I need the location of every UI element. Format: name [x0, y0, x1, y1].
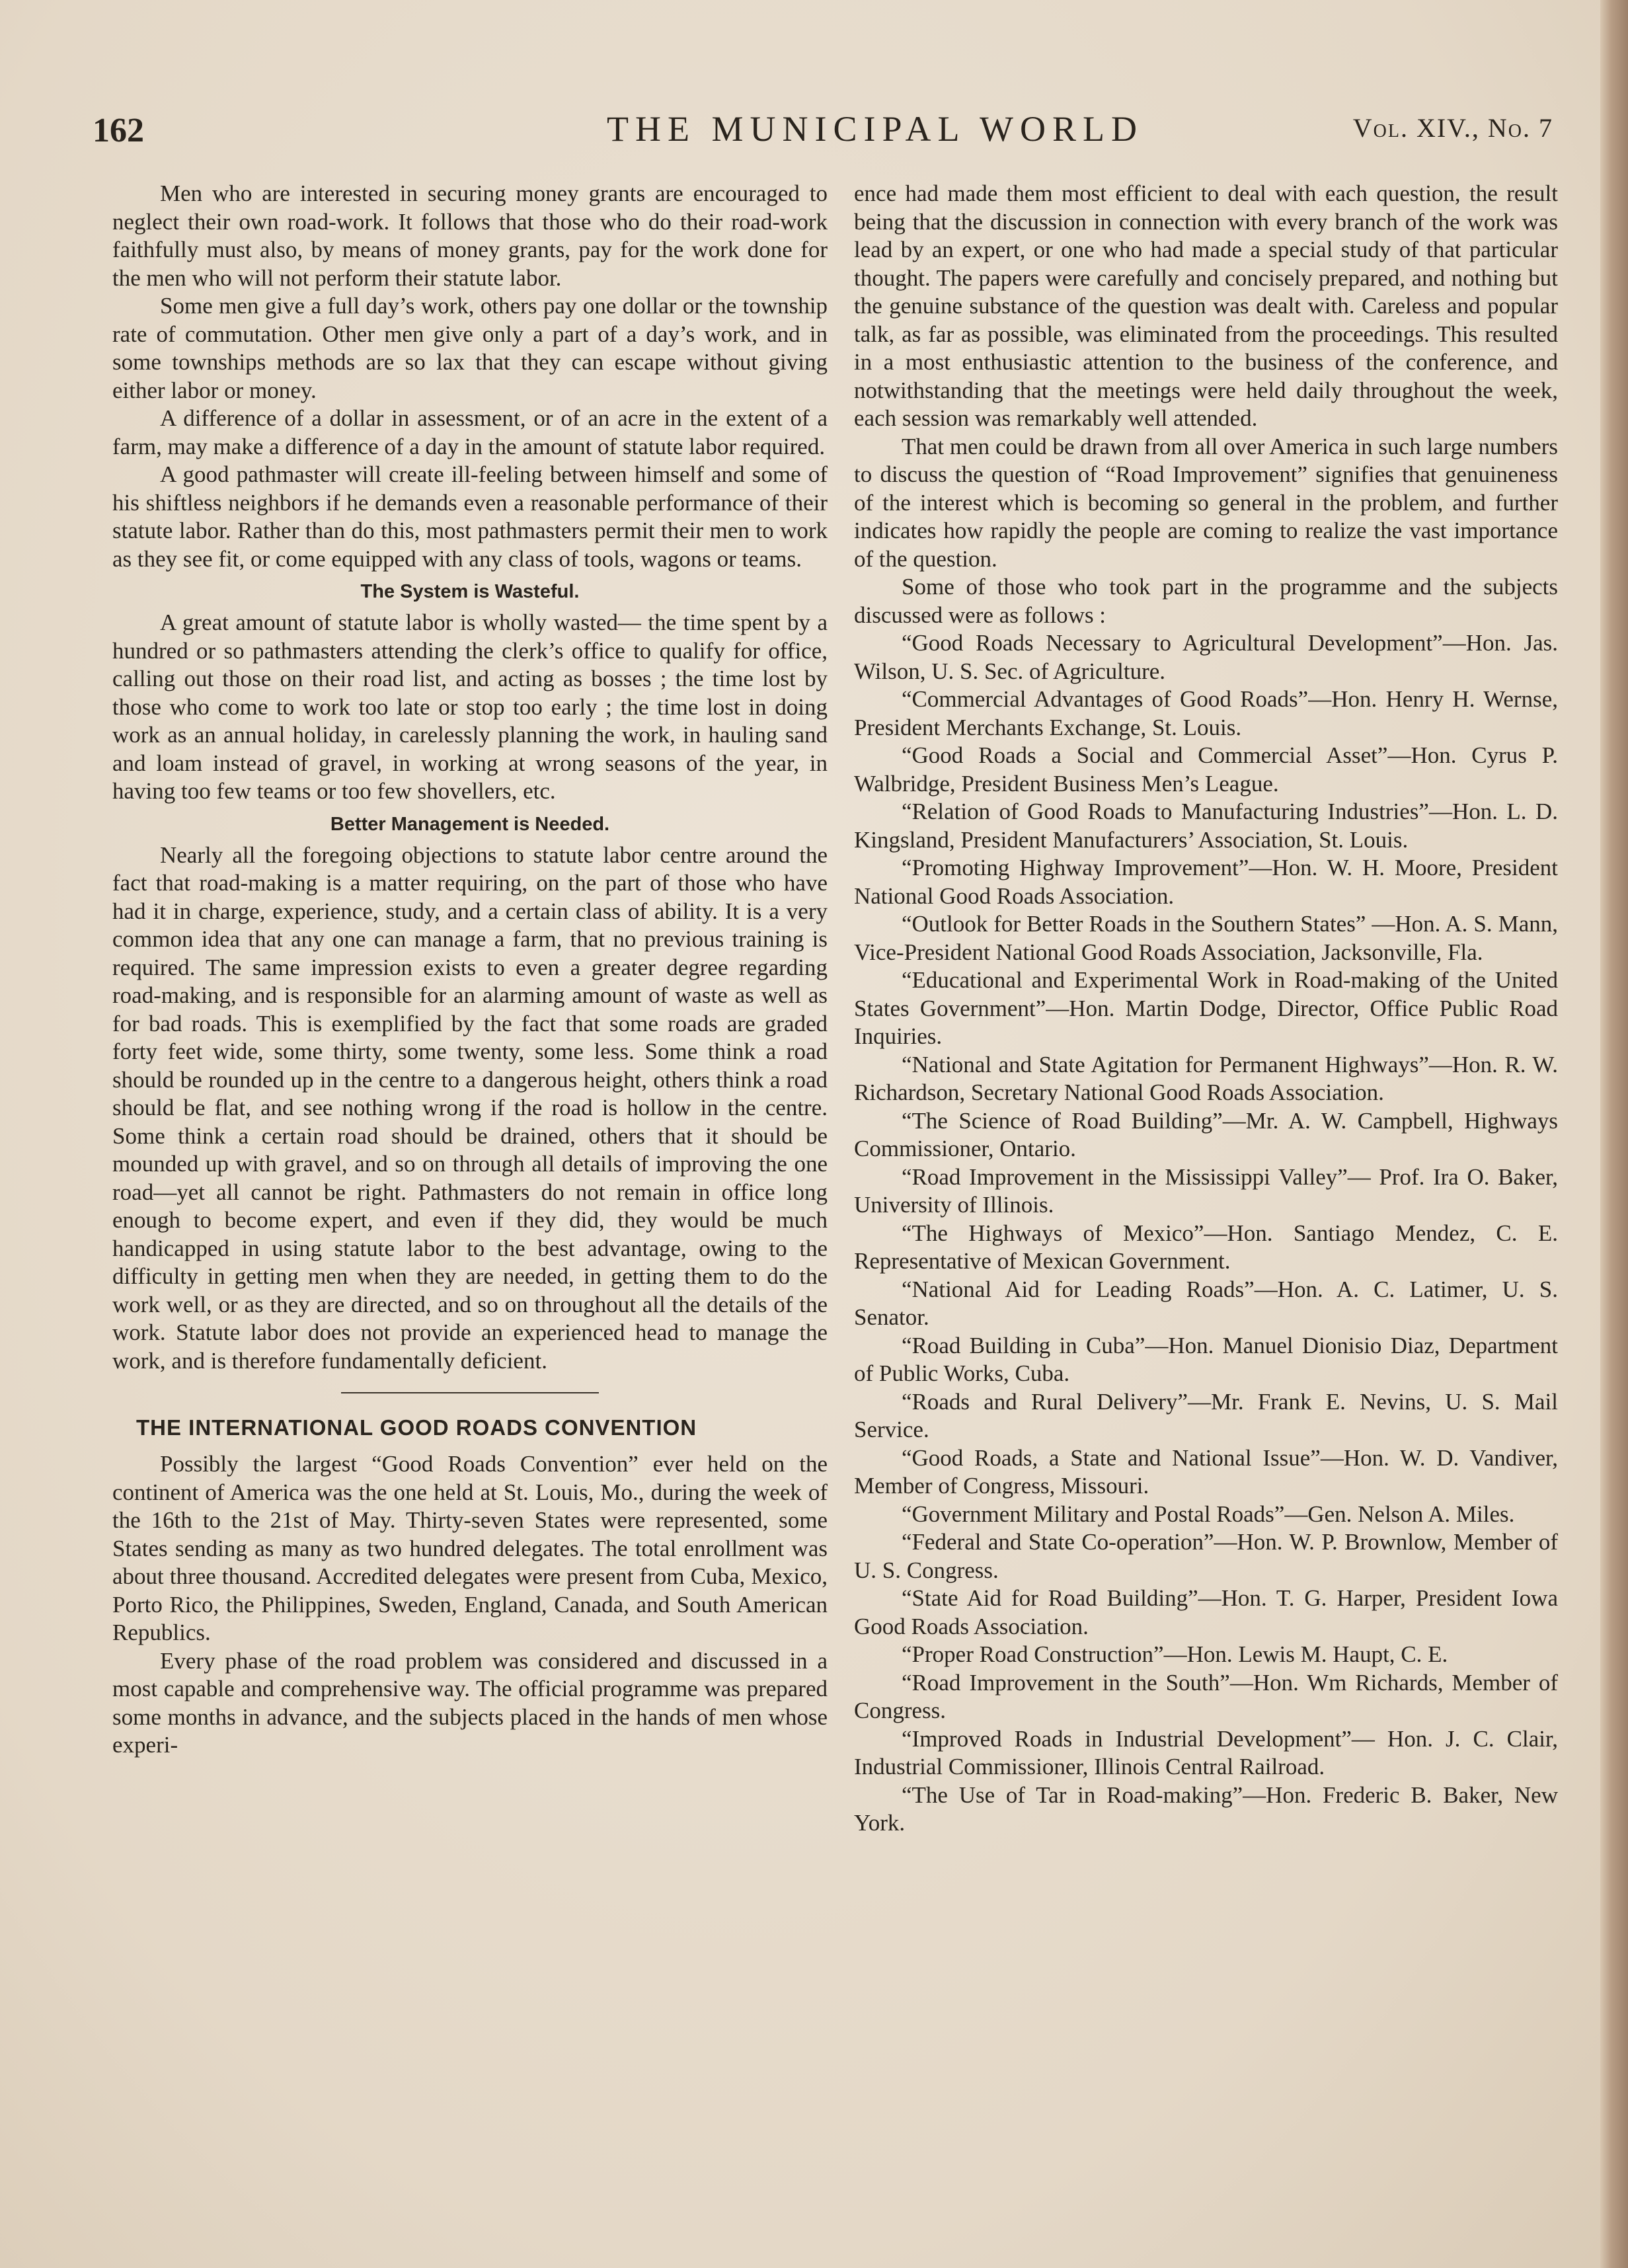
page-header — [93, 104, 1553, 157]
paragraph: Nearly all the foregoing objections to statute labor centre around the fact that road-making is a matter requiring, on the part of those who have had it in charge, experience, study, and a certain class of ability. It is a very common idea that any one can manage a farm, that no previous training is required. The same impression exists to even a greater degree regarding road-making, and is responsible for an alarming amount of waste as well as for bad roads. This is exemplified by the fact that some roads are graded forty feet wide, some thirty, some twenty, some less. Some think a road should be rounded up in the centre to a dangerous height, others think a road should be flat, and see nothing wrong if the road is hollow in the centre. Some think a certain road should be drained, others that it should be mounded up with gravel, and so on through all details of improving the one road—yet all cannot be right. Pathmasters do not remain in office long enough to become expert, and even if they did, they would be much handicapped in using statute labor to the best advantage, owing to the difficulty in getting men when they are needed, in getting them to do the work well, or as they are directed, and so on throughout all the details of the work. Statute labor does not provide an experienced head to manage the work, and is therefore fundamentally deficient. — [112, 841, 828, 1374]
section-heading-management: Better Management is Needed. — [330, 813, 610, 835]
paragraph: Men who are interested in securing money grants are encouraged to neglect their own road-work. It follows that those who do their road-work faithfully must also, by means of money grants, pay for the work done for the men who will not perform their statute labor. — [112, 180, 828, 291]
programme-item: “Improved Roads in Industrial Development”— Hon. J. C. Clair, Industrial Commissioner, Illinois Central Railroad. — [854, 1725, 1558, 1779]
paragraph: That men could be drawn from all over America in such large numbers to discuss the question of “Road Improvement” signifies that genuineness of the interest which is becoming so general in the problem, and further indicates how rapidly the people are coming to realize the vast importance of the question. — [854, 433, 1558, 572]
programme-item: “National and State Agitation for Permanent Highways”—Hon. R. W. Richardson, Secretary National Good Roads Association. — [854, 1051, 1558, 1105]
programme-item: “Outlook for Better Roads in the Southern States” —Hon. A. S. Mann, Vice-President National Good Roads Association, Jacksonville, Fla. — [854, 911, 1558, 965]
section-heading-wasteful: The System is Wasteful. — [360, 581, 580, 602]
programme-item: “Commercial Advantages of Good Roads”—Hon. Henry H. Wernse, President Merchants Exchange, St. Louis. — [854, 686, 1558, 740]
programme-item: “Good Roads a Social and Commercial Asset”—Hon. Cyrus P. Walbridge, President Business Men’s League. — [854, 742, 1558, 797]
paragraph: A great amount of statute labor is wholly wasted— the time spent by a hundred or so pathmasters attending the clerk’s office to qualify for office, calling out those on their road list, and acting as bosses ; the time lost by those who come to work too late or stop too early ; the time lost in doing work as an annual holiday, in carelessly planning the work, in hauling sand and loam instead of gravel, in working at wrong seasons of the year, in having too few teams or too few shovellers, etc. — [112, 609, 828, 804]
programme-item: “Roads and Rural Delivery”—Mr. Frank E. Nevins, U. S. Mail Service. — [854, 1388, 1558, 1442]
binding-edge — [1600, 0, 1628, 2268]
programme-item: “National Aid for Leading Roads”—Hon. A. C. Latimer, U. S. Senator. — [854, 1276, 1558, 1330]
programme-item: “Good Roads Necessary to Agricultural Development”—Hon. Jas. Wilson, U. S. Sec. of Agriculture. — [854, 630, 1558, 684]
programme-item: “Relation of Good Roads to Manufacturing Industries”—Hon. L. D. Kingsland, President Manufacturers’ Association, St. Louis. — [854, 799, 1558, 853]
paragraph: ence had made them most efficient to deal with each question, the result being that the discussion in connection with every branch of the work was lead by an expert, or one who had made a special study of that particular thought. The papers were carefully and concisely prepared, and nothing but the genuine substance of the question was dealt with. Careless and popular talk, as far as possible, was eliminated from the proceedings. This resulted in a most enthusiastic attention to the business of the conference, and notwithstanding that the meetings were held daily throughout the week, each session was remarkably well attended. — [854, 180, 1558, 431]
paragraph: Some of those who took part in the programme and the subjects discussed were as follows : — [854, 574, 1558, 628]
programme-item: “Government Military and Postal Roads”—Gen. Nelson A. Miles. — [902, 1501, 1515, 1527]
right-column — [854, 180, 1558, 1838]
paragraph: Some men give a full day’s work, others pay one dollar or the township rate of commutation. Other men give only a part of a day’s work, and in some townships methods are so lax that they can escape without giving either labor or money. — [112, 293, 828, 403]
programme-item: “Federal and State Co-operation”—Hon. W. P. Brownlow, Member of U. S. Congress. — [854, 1529, 1558, 1583]
programme-item: “State Aid for Road Building”—Hon. T. G. Harper, President Iowa Good Roads Association. — [854, 1585, 1558, 1639]
programme-item: “Road Building in Cuba”—Hon. Manuel Dionisio Diaz, Department of Public Works, Cuba. — [854, 1332, 1558, 1386]
left-column — [112, 180, 828, 1760]
paragraph: Every phase of the road problem was considered and discussed in a most capable and comprehensive way. The official programme was prepared some months in advance, and the subjects placed in the hands of men whose experi- — [112, 1647, 828, 1758]
article-heading-convention: THE INTERNATIONAL GOOD ROADS CONVENTION — [136, 1415, 697, 1440]
programme-item: “Good Roads, a State and National Issue”—Hon. W. D. Vandiver, Member of Congress, Missouri. — [854, 1444, 1558, 1499]
programme-item: “The Use of Tar in Road-making”—Hon. Frederic B. Baker, New York. — [854, 1781, 1558, 1836]
paragraph: Possibly the largest “Good Roads Convention” ever held on the continent of America was the one held at St. Louis, Mo., during the week of the 16th to the 21st of May. Thirty-seven States were represented, some States sending as many as two hundred delegates. The total enrollment was about three thousand. Accredited delegates were present from Cuba, Mexico, Porto Rico, the Philippines, Sweden, England, Canada, and South American Republics. — [112, 1451, 828, 1645]
journal-title: THE MUNICIPAL WORLD — [607, 109, 1144, 149]
section-divider — [341, 1392, 599, 1393]
programme-item: “Proper Road Construction”—Hon. Lewis M. Haupt, C. E. — [902, 1641, 1448, 1667]
programme-item: “Road Improvement in the Mississippi Valley”— Prof. Ira O. Baker, University of Illinois. — [854, 1163, 1558, 1218]
paragraph: A difference of a dollar in assessment, or of an acre in the extent of a farm, may make a difference of a day in the amount of statute labor required. — [112, 405, 828, 459]
programme-item: “Promoting Highway Improvement”—Hon. W. H. Moore, President National Good Roads Association. — [854, 855, 1558, 909]
programme-item: “The Highways of Mexico”—Hon. Santiago Mendez, C. E. Representative of Mexican Government. — [854, 1220, 1558, 1274]
programme-item: “The Science of Road Building”—Mr. A. W. Campbell, Highways Commissioner, Ontario. — [854, 1107, 1558, 1161]
programme-item: “Road Improvement in the South”—Hon. Wm Richards, Member of Congress. — [854, 1669, 1558, 1723]
programme-item: “Educational and Experimental Work in Road-making of the United States Government”—Hon. Martin Dodge, Director, Office Public Road Inquiries. — [854, 967, 1558, 1049]
volume-issue: Vol. XIV., No. 7 — [1352, 113, 1553, 143]
page-number: 162 — [93, 112, 144, 149]
paragraph: A good pathmaster will create ill-feeling between himself and some of his shiftless neighbors if he demands even a reasonable performance of their statute labor. Rather than do this, most pathmasters permit their men to work as they see fit, or come equipped with any class of tools, wagons or teams. — [112, 461, 828, 572]
